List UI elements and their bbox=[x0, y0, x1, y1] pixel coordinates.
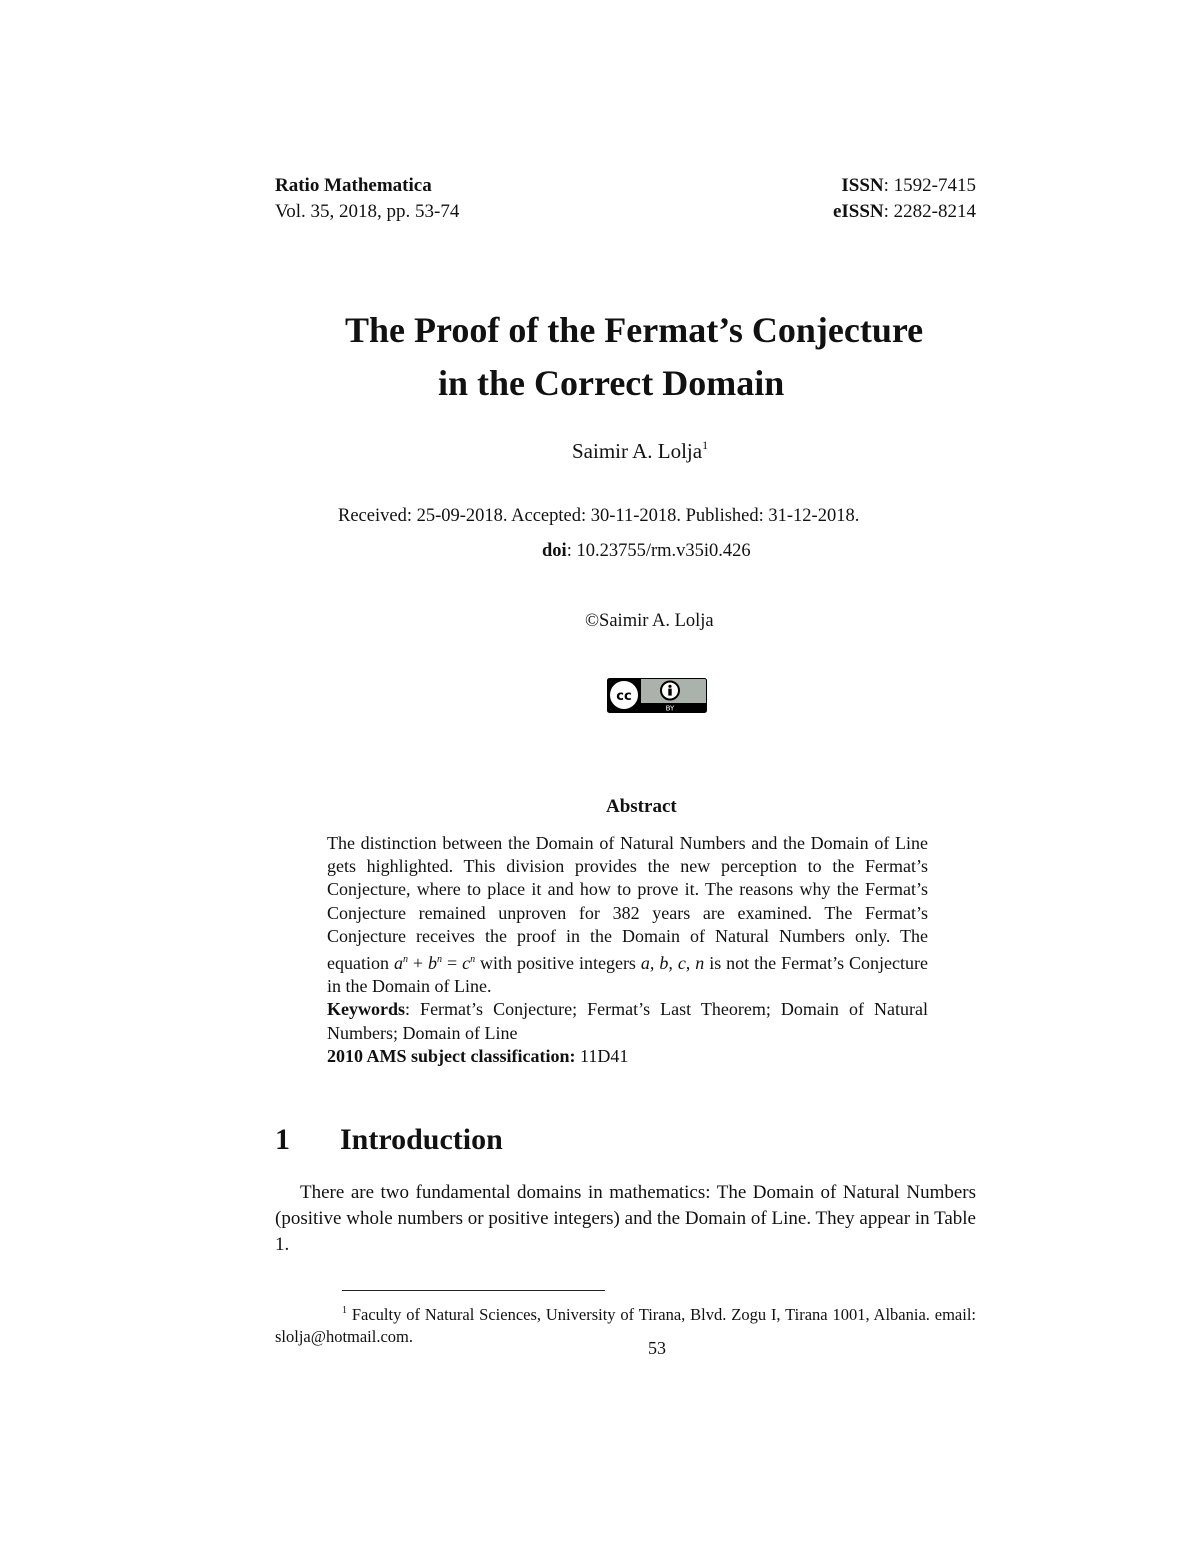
section-title: Introduction bbox=[340, 1123, 503, 1156]
eq-n2: n bbox=[437, 954, 443, 966]
cc-by-icon bbox=[607, 678, 707, 713]
abstract-vars: a, b, c, n bbox=[640, 953, 705, 974]
keywords-label: Keywords bbox=[327, 999, 405, 1020]
footnote-rule bbox=[342, 1290, 605, 1291]
cc-by-badge[interactable] bbox=[607, 678, 707, 713]
eissn-label: eISSN bbox=[832, 201, 884, 222]
issn-label: ISSN bbox=[841, 175, 884, 196]
doi-label: doi bbox=[542, 541, 567, 561]
journal-volume: Vol. 35, 2018, pp. 53-74 bbox=[275, 201, 460, 222]
paper-title-line-2: in the Correct Domain bbox=[438, 363, 785, 403]
ams-classification bbox=[327, 1045, 928, 1068]
author-footnote-mark: 1 bbox=[702, 438, 709, 452]
author-name: Saimir A. Lolja bbox=[572, 439, 703, 463]
page-number: 53 bbox=[648, 1338, 666, 1358]
paper-title-line-1: The Proof of the Fermat’s Conjecture bbox=[345, 310, 924, 350]
issn-block bbox=[833, 173, 976, 225]
keywords bbox=[327, 998, 928, 1044]
abstract-heading: Abstract bbox=[606, 796, 677, 817]
eq-n3: n bbox=[470, 954, 476, 966]
footnote-mark: 1 bbox=[342, 1305, 347, 1316]
issn-line bbox=[833, 173, 976, 199]
journal-name: Ratio Mathematica bbox=[275, 175, 432, 196]
section-body bbox=[275, 1180, 976, 1258]
author bbox=[572, 438, 708, 464]
eissn-line bbox=[833, 199, 976, 225]
eq-c: c bbox=[462, 953, 471, 974]
abstract-text-c: is not the Fermat’s Conjecture in the Domain of Line. bbox=[327, 953, 929, 997]
keywords-value: : Fermat’s Conjecture; Fermat’s Last Theorem; Domain of Natural Numbers; Domain of Line bbox=[327, 999, 928, 1043]
eq-b: b bbox=[428, 953, 438, 974]
abstract-text-a: The distinction between the Domain of Natural Numbers and the Domain of Line gets highlighted. This division provides the new perception to the Fermat’s Conjecture, where to place it and how to prove it. The reasons why the Fermat’s Conjecture remained unproven for 382 years are examined. The Fermat’s Conjecture receives the proof in the Domain of Natural Numbers only. The equation bbox=[327, 833, 928, 974]
eq-a: a bbox=[393, 953, 403, 974]
footnote-body: Faculty of Natural Sciences, University of Tirana, Blvd. Zogu I, Tirana 1001, Albania. email: slolja@hotmail.com. bbox=[275, 1305, 976, 1346]
section-number: 1 bbox=[275, 1123, 290, 1156]
copyright: ©Saimir A. Lolja bbox=[585, 611, 714, 631]
journal-header bbox=[275, 173, 459, 225]
abstract-text-b: with positive integers bbox=[475, 953, 641, 974]
ams-value: 11D41 bbox=[575, 1045, 629, 1066]
issn-value: : 1592-7415 bbox=[883, 175, 976, 196]
cc-glyph: cc bbox=[616, 689, 632, 704]
eq-equals: = bbox=[442, 953, 463, 974]
eq-plus: + bbox=[407, 953, 429, 974]
abstract-body bbox=[327, 832, 928, 1068]
doi-value: : 10.23755/rm.v35i0.426 bbox=[566, 541, 751, 561]
by-label: BY bbox=[665, 704, 675, 713]
doi-line bbox=[542, 541, 751, 562]
abstract-text bbox=[327, 832, 928, 998]
publication-dates: Received: 25-09-2018. Accepted: 30-11-2018. Published: 31-12-2018. bbox=[338, 506, 860, 526]
eq-n1: n bbox=[402, 954, 408, 966]
ams-label: 2010 AMS subject classification: bbox=[327, 1045, 576, 1066]
eissn-value: : 2282-8214 bbox=[883, 201, 976, 222]
intro-paragraph: There are two fundamental domains in mathematics: The Domain of Natural Numbers (positive whole numbers or positive integers) and the Domain of Line. They appear in Table 1. bbox=[275, 1182, 976, 1255]
